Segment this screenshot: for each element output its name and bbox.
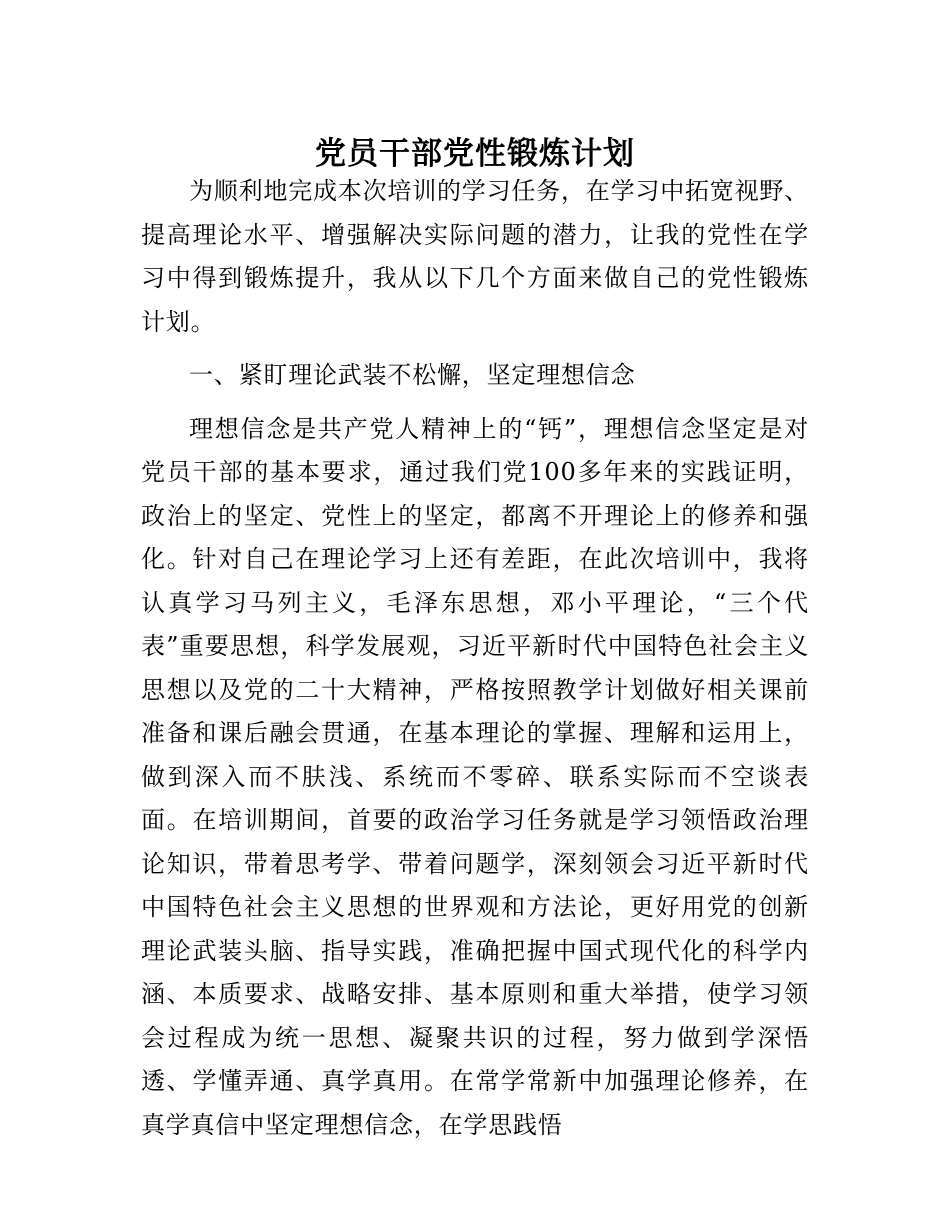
section-heading: 一、紧盯理论武装不松懈，坚定理想信念 [189, 361, 636, 389]
body-paragraph: 理想信念是共产党人精神上的“钙”，理想信念坚定是对党员干部的基本要求，通过我们党100多年来的实践证明，政治上的坚定、党性上的坚定，都离不开理论上的修养和强化。针对自己在理论学习上还有差距，在此次培训中，我将认真学习马列主义，毛泽东思想，邓小平理论，“三个代表”重要思想，科学发展观，习近平新时代中国特色社会主义思想以及党的二十大精神，严格按照教学计划做好相关课前准备和课后融会贯通，在基本理论的掌握、理解和运用上，做到深入而不肤浅、系统而不零碎、联系实际而不空谈表面。在培训期间，首要的政治学习任务就是学习领悟政治理论知识，带着思考学、带着问题学，深刻领会习近平新时代中国特色社会主义思想的世界观和方法论，更好用党的创新理论武装头脑、指导实践，准确把握中国式现代化的科学内涵、本质要求、战略安排、基本原则和重大举措，使学习领会过程成为统一思想、凝聚共识的过程，努力做到学深悟透、学懂弄通、真学真用。在常学常新中加强理论修养，在真学真信中坚定理想信念，在学思践悟 [141, 414, 809, 1139]
document-body [141, 170, 809, 1147]
document-title: 党员干部党性锻炼计划 [315, 135, 635, 172]
intro-paragraph: 为顺利地完成本次培训的学习任务，在学习中拓宽视野、提高理论水平、增强解决实际问题的潜力，让我的党性在学习中得到锻炼提升，我从以下几个方面来做自己的党性锻炼计划。 [141, 177, 809, 336]
